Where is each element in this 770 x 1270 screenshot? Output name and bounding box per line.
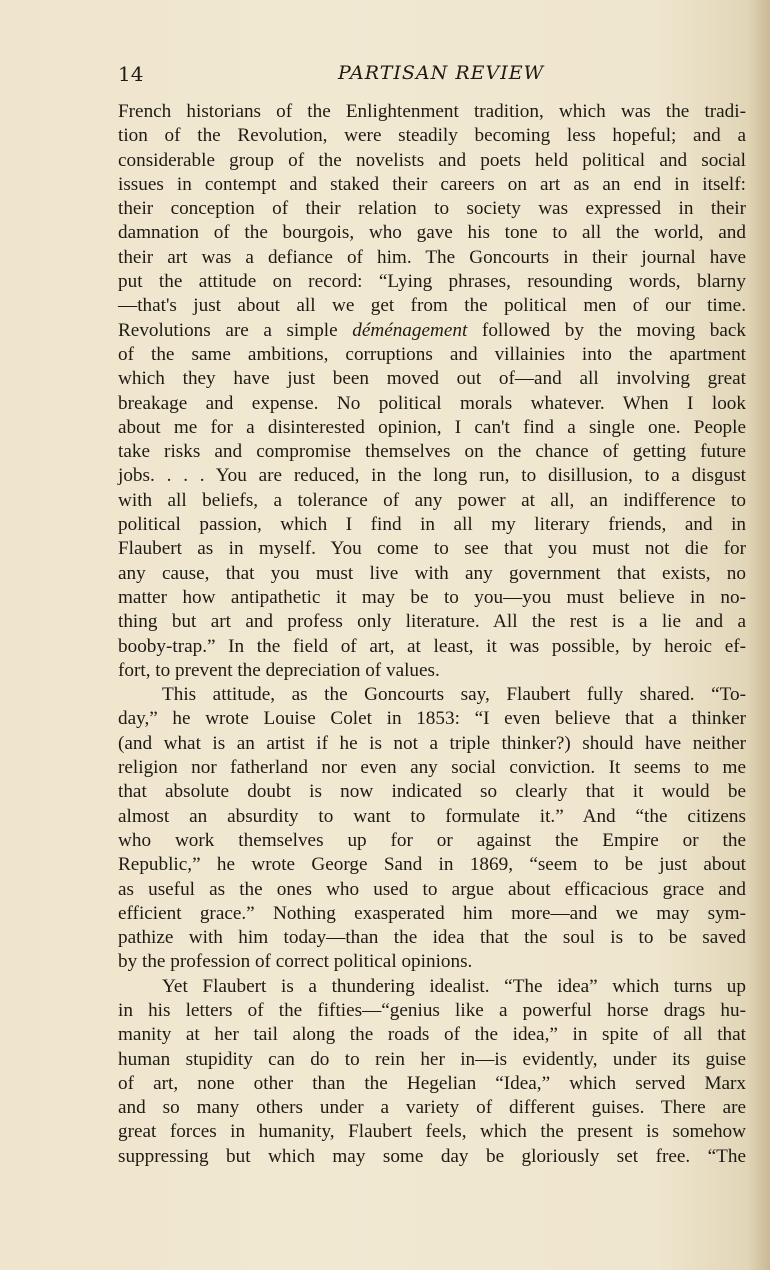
text-line: breakage and expense. No political morals whatever. When I look bbox=[118, 392, 746, 414]
paragraph bbox=[118, 683, 746, 975]
paragraph bbox=[118, 975, 746, 1169]
text-line: put the attitude on record: “Lying phrases, resounding words, blarny bbox=[118, 271, 746, 293]
text-line: thing but art and profess only literature. All the rest is a lie and a bbox=[118, 611, 746, 633]
text-line: almost an absurdity to want to formulate it.” And “the citizens bbox=[118, 805, 746, 827]
page-header bbox=[118, 58, 748, 88]
text-line: who work themselves up for or against the Empire or the bbox=[118, 829, 746, 851]
text-line: manity at her tail along the roads of the idea,” in spite of all that bbox=[118, 1024, 746, 1046]
text-line: of the same ambitions, corruptions and villainies into the apartment bbox=[118, 343, 746, 365]
text-line: by the profession of correct political opinions. bbox=[118, 951, 473, 973]
text-line: human stupidity can do to rein her in—is evidently, under its guise bbox=[118, 1048, 746, 1070]
text-line: their art was a defiance of him. The Goncourts in their journal have bbox=[118, 246, 746, 268]
text-line: that absolute doubt is now indicated so clearly that it would be bbox=[118, 781, 746, 803]
body-text bbox=[118, 100, 746, 1169]
text-line: (and what is an artist if he is not a triple thinker?) should have neither bbox=[118, 732, 746, 754]
text-line: pathize with him today—than the idea that the soul is to be saved bbox=[118, 927, 746, 949]
running-head: PARTISAN REVIEW bbox=[338, 62, 545, 84]
text-line: political passion, which I find in all my literary friends, and in bbox=[118, 514, 746, 536]
text-line: Republic,” he wrote George Sand in 1869, “seem to be just about bbox=[118, 854, 746, 876]
text-line: about me for a disinterested opinion, I can't find a single one. People bbox=[118, 416, 746, 438]
text-line: considerable group of the novelists and poets held political and social bbox=[118, 149, 746, 171]
text-line: which they have just been moved out of—and all involving great bbox=[118, 368, 746, 390]
paragraph bbox=[118, 100, 746, 683]
text-line: in his letters of the fifties—“genius like a powerful horse drags hu- bbox=[118, 999, 746, 1021]
text-line: This attitude, as the Goncourts say, Flaubert fully shared. “To- bbox=[162, 684, 746, 706]
text-line: any cause, that you must live with any government that exists, no bbox=[118, 562, 746, 584]
text-line: with all beliefs, a tolerance of any power at all, an indifference to bbox=[118, 489, 746, 511]
text-line: issues in contempt and staked their careers on art as an end in itself: bbox=[118, 173, 746, 195]
text-line: tion of the Revolution, were steadily becoming less hopeful; and a bbox=[118, 125, 746, 147]
text-line: French historians of the Enlightenment tradition, which was the tradi- bbox=[118, 101, 746, 122]
text-line: efficient grace.” Nothing exasperated him more—and we may sym- bbox=[118, 902, 746, 924]
text-line: matter how antipathetic it may be to you—you must believe in no- bbox=[118, 586, 746, 608]
text-line: suppressing but which may some day be gloriously set free. “The bbox=[118, 1145, 746, 1167]
text-line: booby-trap.” In the field of art, at least, it was possible, by heroic ef- bbox=[118, 635, 746, 657]
text-line: day,” he wrote Louise Colet in 1853: “I even believe that a thinker bbox=[118, 708, 746, 730]
text-line: great forces in humanity, Flaubert feels, which the present is somehow bbox=[118, 1121, 746, 1143]
text-line: religion nor fatherland nor even any social conviction. It seems to me bbox=[118, 757, 746, 779]
text-line: damnation of the bourgois, who gave his tone to all the world, and bbox=[118, 222, 746, 244]
text-line: and so many others under a variety of different guises. There are bbox=[118, 1097, 746, 1119]
text-line: Flaubert as in myself. You come to see that you must not die for bbox=[118, 538, 746, 560]
text-line: —that's just about all we get from the political men of our time. bbox=[118, 295, 746, 317]
text-line: Revolutions are a simple déménagement followed by the moving back bbox=[118, 319, 746, 341]
page-number: 14 bbox=[118, 62, 144, 86]
text-line: fort, to prevent the depreciation of values. bbox=[118, 659, 440, 681]
text-line: as useful as the ones who used to argue about efficacious grace and bbox=[118, 878, 746, 900]
text-line: their conception of their relation to society was expressed in their bbox=[118, 198, 746, 220]
text-line: take risks and compromise themselves on the chance of getting future bbox=[118, 441, 746, 463]
text-line: of art, none other than the Hegelian “Idea,” which served Marx bbox=[118, 1072, 746, 1094]
text-line: Yet Flaubert is a thundering idealist. “The idea” which turns up bbox=[162, 975, 746, 997]
text-line: jobs. . . . You are reduced, in the long run, to disillusion, to a disgust bbox=[118, 465, 746, 487]
